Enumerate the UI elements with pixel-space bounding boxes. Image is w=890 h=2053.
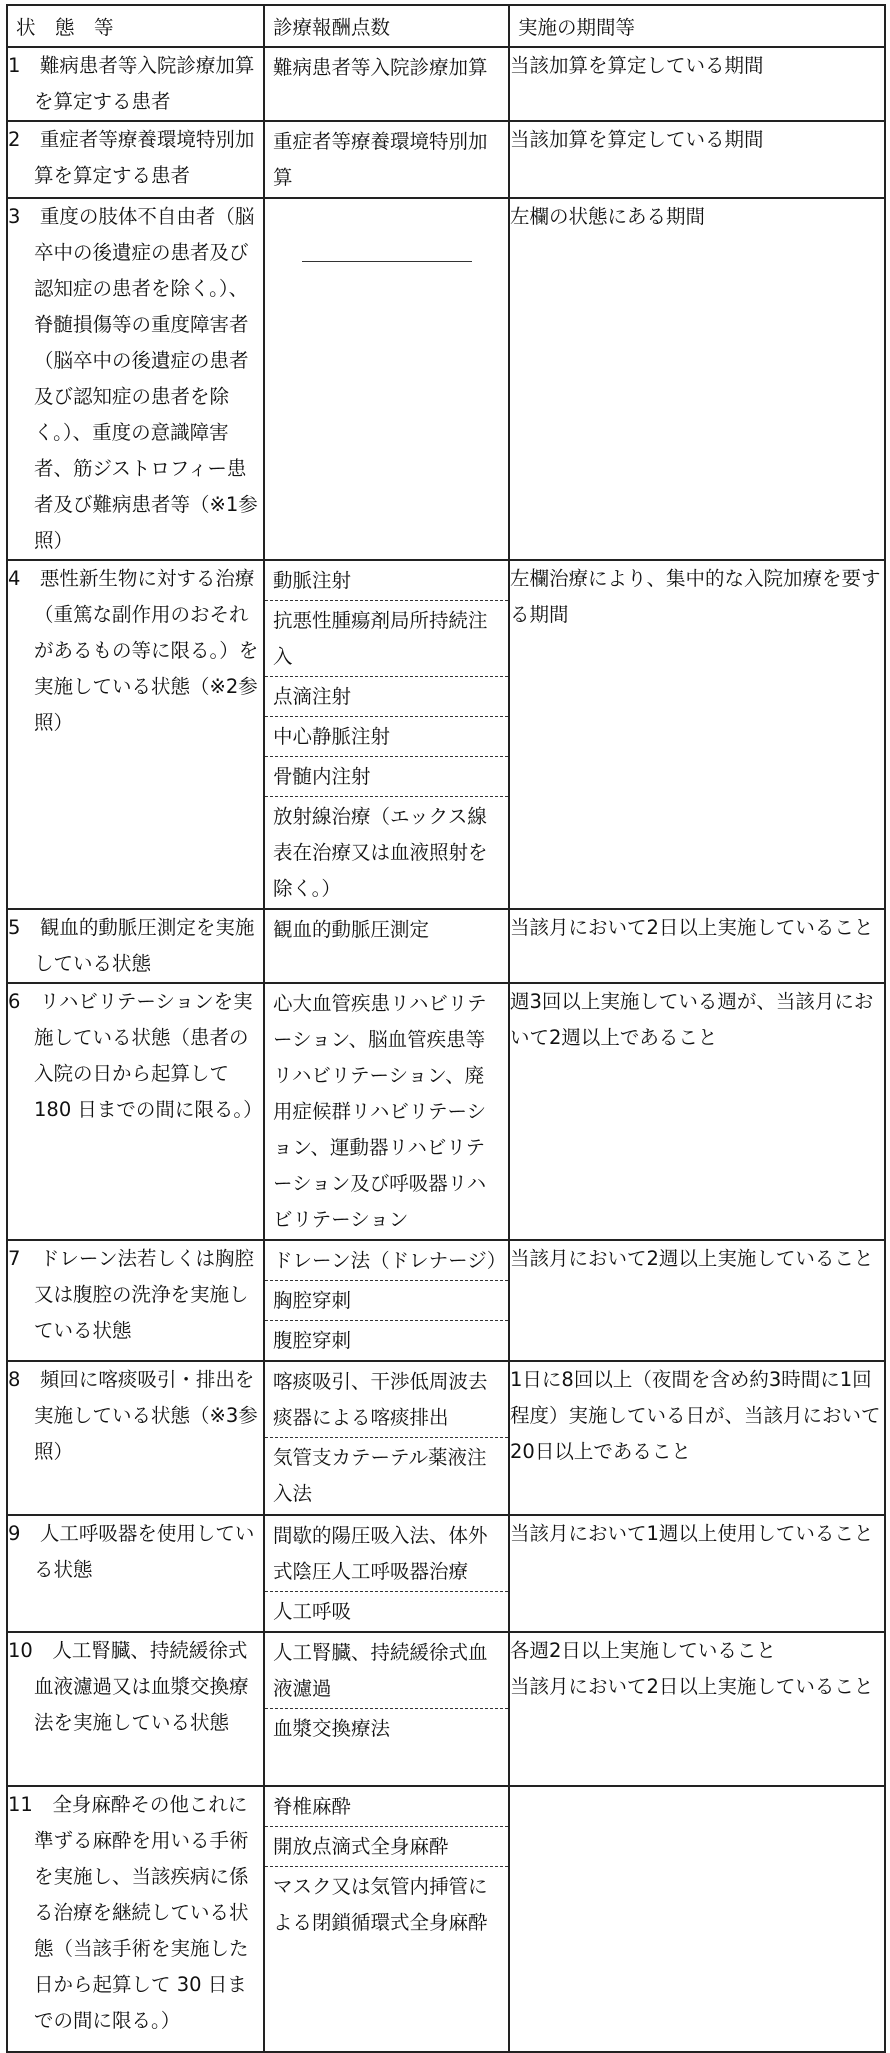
fee-cell (264, 47, 509, 121)
fee-item: 人工呼吸 (273, 1600, 352, 1623)
period-cell: 当該加算を算定している期間 (509, 47, 885, 121)
fee-cell (264, 198, 509, 560)
not-applicable-line (302, 261, 472, 262)
period-line: 各週2日以上実施していること (510, 1639, 776, 1662)
state-cell: 9 人工呼吸器を使用している状態 (7, 1515, 264, 1632)
table-row (7, 1632, 885, 1786)
table-row (7, 47, 885, 121)
fee-item: 脊椎麻酔 (265, 1787, 508, 1827)
table-row (7, 1515, 885, 1632)
period-cell: 左欄の状態にある期間 (509, 198, 885, 560)
state-cell: 1 難病患者等入院診療加算を算定する患者 (7, 47, 264, 121)
state-cell: 2 重症者等療養環境特別加算を算定する患者 (7, 121, 264, 198)
fee-cell (264, 1515, 509, 1632)
fee-item: ドレーン法（ドレナージ） (265, 1241, 508, 1281)
table-row (7, 1240, 885, 1361)
state-cell: 3 重度の肢体不自由者（脳卒中の後遺症の患者及び認知症の患者を除く。）、脊髄損傷等の重度障害者（脳卒中の後遺症の患者及び認知症の患者を除く。）、重度の意識障害者、筋ジストロフィー患者及び難病患者等（※1参照） (7, 198, 264, 560)
fee-cell (264, 1361, 509, 1515)
header-state: 状 態 等 (7, 5, 264, 47)
fee-cell (264, 121, 509, 198)
fee-item: 胸腔穿刺 (265, 1281, 508, 1321)
fee-item: 喀痰吸引、干渉低周波去痰器による喀痰排出 (265, 1362, 508, 1438)
fee-item: 中心静脈注射 (265, 717, 508, 757)
table-row (7, 1361, 885, 1515)
period-cell: 週3回以上実施している週が、当該月において2週以上であること (509, 983, 885, 1240)
period-cell: 当該月において1週以上使用していること (509, 1515, 885, 1632)
fee-cell (264, 1786, 509, 2052)
fee-item: 難病患者等入院診療加算 (273, 56, 488, 79)
fee-item: 間歇的陽圧吸入法、体外式陰圧人工呼吸器治療 (265, 1516, 508, 1592)
period-cell: 1日に8回以上（夜間を含め約3時間に1回程度）実施している日が、当該月において20日以上であること (509, 1361, 885, 1515)
period-cell: 左欄治療により、集中的な入院加療を要する期間 (509, 560, 885, 909)
table-row (7, 121, 885, 198)
period-line: 当該月において2日以上実施していること (510, 1675, 874, 1698)
state-cell: 10 人工腎臓、持続緩徐式血液濾過又は血漿交換療法を実施している状態 (7, 1632, 264, 1786)
period-cell: 当該月において2週以上実施していること (509, 1240, 885, 1361)
state-cell: 11 全身麻酔その他これに準ずる麻酔を用いる手術を実施し、当該疾病に係る治療を継続している状態（当該手術を実施した日から起算して 30 日までの間に限る。） (7, 1786, 264, 2052)
fee-item: 開放点滴式全身麻酔 (265, 1827, 508, 1867)
period-cell: 当該月において2日以上実施していること (509, 909, 885, 983)
fee-item: 抗悪性腫瘍剤局所持続注入 (265, 601, 508, 677)
fee-item: 血漿交換療法 (273, 1717, 391, 1740)
condition-table (6, 4, 886, 2053)
header-row (7, 5, 885, 47)
state-cell: 5 観血的動脈圧測定を実施している状態 (7, 909, 264, 983)
fee-cell (264, 560, 509, 909)
table-row (7, 1786, 885, 2052)
header-period: 実施の期間等 (509, 5, 885, 47)
fee-cell (264, 1632, 509, 1786)
fee-item: 点滴注射 (265, 677, 508, 717)
header-fee: 診療報酬点数 (264, 5, 509, 47)
fee-item: 重症者等療養環境特別加算 (273, 130, 488, 189)
fee-item: マスク又は気管内挿管による閉鎖循環式全身麻酔 (273, 1875, 488, 1934)
state-cell: 4 悪性新生物に対する治療（重篤な副作用のおそれがあるもの等に限る。）を実施している状態（※2参照） (7, 560, 264, 909)
table-row (7, 983, 885, 1240)
state-cell: 7 ドレーン法若しくは胸腔又は腹腔の洗浄を実施している状態 (7, 1240, 264, 1361)
fee-item: 心大血管疾患リハビリテーション、脳血管疾患等リハビリテーション、廃用症候群リハビリテーション、運動器リハビリテーション及び呼吸器リハビリテーション (273, 992, 487, 1231)
table-row (7, 909, 885, 983)
table-row (7, 560, 885, 909)
fee-item: 人工腎臓、持続緩徐式血液濾過 (265, 1633, 508, 1709)
fee-item: 動脈注射 (265, 561, 508, 601)
table-row (7, 198, 885, 560)
fee-item: 腹腔穿刺 (273, 1329, 352, 1352)
period-cell (509, 1632, 885, 1786)
fee-cell (264, 983, 509, 1240)
document-page (6, 4, 884, 2053)
fee-item: 骨髄内注射 (265, 757, 508, 797)
fee-cell (264, 1240, 509, 1361)
fee-item: 気管支カテーテル薬液注入法 (273, 1446, 487, 1505)
period-cell: 当該加算を算定している期間 (509, 121, 885, 198)
fee-item: 観血的動脈圧測定 (273, 918, 430, 941)
fee-cell (264, 909, 509, 983)
period-cell (509, 1786, 885, 2052)
state-cell: 6 リハビリテーションを実施している状態（患者の入院の日から起算して 180 日までの間に限る。） (7, 983, 264, 1240)
fee-item: 放射線治療（エックス線表在治療又は血液照射を除く。） (273, 805, 488, 900)
state-cell: 8 頻回に喀痰吸引・排出を実施している状態（※3参照） (7, 1361, 264, 1515)
